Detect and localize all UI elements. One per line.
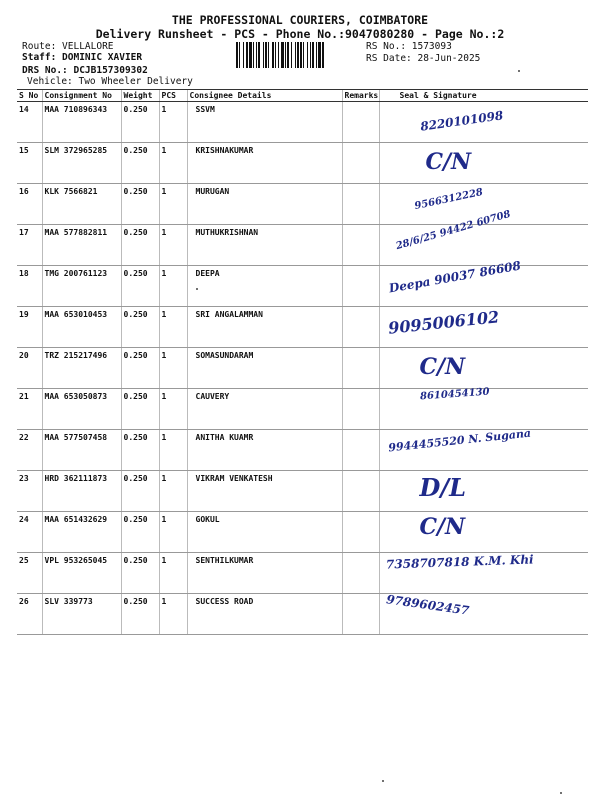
cell-pcs: 1 [159,594,187,635]
table-row [17,471,588,512]
table-row [17,225,588,266]
cell-pcs: 1 [159,471,187,512]
cell-weight: 0.250 [121,389,159,430]
table-row [17,348,588,389]
cell-sno: 26 [17,594,42,635]
cell-sno: 18 [17,266,42,307]
handwritten-signature: 9566312228 [413,186,484,213]
handwritten-signature: 9789602457 [384,592,470,618]
cell-pcs: 1 [159,184,187,225]
cell-remarks [342,266,379,307]
cell-signature [379,594,588,635]
cell-sno: 16 [17,184,42,225]
cell-signature [379,386,588,430]
cell-consignee: VIKRAM VENKATESH [187,471,342,512]
cell-signature [379,512,588,553]
handwritten-signature: 8220101098 [418,108,504,134]
cell-weight: 0.250 [121,430,159,471]
table-row [17,512,588,553]
col-header-consignment: Consignment No [42,90,121,102]
table-row [17,389,588,430]
cell-signature [379,258,588,307]
handwritten-signature: C/N [425,149,472,175]
cell-weight: 0.250 [121,266,159,307]
cell-consignee: ANITHA KUAMR [187,430,342,471]
cell-sno: 14 [17,102,42,143]
cell-consignee: SSVM [187,102,342,143]
cell-consignee: MURUGAN [187,184,342,225]
handwritten-signature: C/N [419,354,466,380]
cell-signature [379,143,588,184]
cell-weight: 0.250 [121,594,159,635]
scan-mark [382,780,384,782]
route-label: Route: VELLALORE [22,41,114,52]
table-row [17,430,588,471]
cell-consignee: KRISHNAKUMAR [187,143,342,184]
cell-weight: 0.250 [121,225,159,266]
cell-consignment: MAA 653050873 [42,389,121,430]
cell-weight: 0.250 [121,307,159,348]
cell-consignment: MAA 653010453 [42,307,121,348]
handwritten-signature: C/N [419,514,466,540]
cell-consignment: MAA 710896343 [42,102,121,143]
cell-signature [379,471,588,512]
cell-sno: 25 [17,553,42,594]
cell-sno: 24 [17,512,42,553]
cell-weight: 0.250 [121,143,159,184]
table-row [17,594,588,635]
cell-consignee: CAUVERY [187,389,342,430]
col-header-consignee: Consignee Details [187,90,342,102]
col-header-weight: Weight [121,90,159,102]
cell-consignee: SOMASUNDARAM [187,348,342,389]
cell-weight: 0.250 [121,471,159,512]
scan-mark [518,70,520,72]
cell-pcs: 1 [159,389,187,430]
cell-remarks [342,389,379,430]
runsheet-table [17,89,588,635]
table-row [17,143,588,184]
cell-remarks [342,307,379,348]
cell-signature [379,307,588,348]
cell-consignee: SENTHILKUMAR [187,553,342,594]
rs-number: RS No.: 1573093 [366,41,452,52]
cell-remarks [342,512,379,553]
cell-consignment: VPL 953265045 [42,553,121,594]
runsheet-title: Delivery Runsheet - PCS - Phone No.:9047080280 - Page No.:2 [95,27,505,41]
cell-pcs: 1 [159,225,187,266]
cell-weight: 0.250 [121,348,159,389]
cell-signature [379,348,588,389]
table-header-row [17,90,588,102]
staff-label: Staff: DOMINIC XAVIER [22,52,143,63]
cell-sno: 20 [17,348,42,389]
cell-remarks [342,594,379,635]
cell-signature [379,426,588,471]
cell-consignment: MAA 577507458 [42,430,121,471]
cell-consignee: GOKUL [187,512,342,553]
table-row [17,553,588,594]
cell-consignment: KLK 7566821 [42,184,121,225]
handwritten-signature: 9944455520 N. Sugana [387,426,532,455]
table-row [17,307,588,348]
barcode-image [236,42,360,68]
cell-sno: 15 [17,143,42,184]
table-row [17,266,588,307]
cell-consignee: SUCCESS ROAD [187,594,342,635]
scan-mark [196,288,198,290]
cell-remarks [342,430,379,471]
cell-signature [379,553,588,594]
cell-remarks [342,143,379,184]
drs-number: DRS No.: DCJB157309302 [22,65,148,76]
cell-consignment: HRD 362111873 [42,471,121,512]
cell-consignment: TRZ 215217496 [42,348,121,389]
cell-pcs: 1 [159,102,187,143]
cell-remarks [342,471,379,512]
cell-consignment: SLM 372965285 [42,143,121,184]
cell-remarks [342,225,379,266]
handwritten-signature: 8610454130 [419,386,490,403]
col-header-pcs: PCS [159,90,187,102]
cell-remarks [342,553,379,594]
cell-pcs: 1 [159,266,187,307]
cell-pcs: 1 [159,143,187,184]
col-header-sno: S No [17,90,42,102]
cell-sno: 21 [17,389,42,430]
cell-pcs: 1 [159,430,187,471]
cell-consignment: TMG 200761123 [42,266,121,307]
cell-signature [379,102,588,143]
handwritten-signature: 28/6/25 94422 60708 [394,208,512,253]
cell-sno: 22 [17,430,42,471]
cell-sno: 17 [17,225,42,266]
vehicle-label: Vehicle: Two Wheeler Delivery [27,76,193,87]
cell-sno: 19 [17,307,42,348]
cell-sno: 23 [17,471,42,512]
cell-weight: 0.250 [121,102,159,143]
handwritten-signature: 9095006102 [386,307,500,338]
handwritten-signature: Deepa 90037 86608 [387,258,522,296]
cell-remarks [342,348,379,389]
handwritten-signature: D/L [419,473,466,502]
cell-weight: 0.250 [121,553,159,594]
handwritten-signature: 7358707818 K.M. Khi [385,552,534,572]
cell-pcs: 1 [159,553,187,594]
company-title: THE PROFESSIONAL COURIERS, COIMBATORE [171,13,429,27]
table-row [17,102,588,143]
cell-consignment: SLV 339773 [42,594,121,635]
cell-consignee: SRI ANGALAMMAN [187,307,342,348]
col-header-signature: Seal & Signature [379,90,588,102]
cell-remarks [342,184,379,225]
cell-consignment: MAA 577882811 [42,225,121,266]
cell-signature [379,208,588,266]
cell-weight: 0.250 [121,512,159,553]
cell-pcs: 1 [159,348,187,389]
cell-weight: 0.250 [121,184,159,225]
cell-remarks [342,102,379,143]
rs-date: RS Date: 28-Jun-2025 [366,53,481,64]
scan-mark [560,792,562,794]
col-header-remarks: Remarks [342,90,379,102]
cell-pcs: 1 [159,307,187,348]
cell-consignee: DEEPA [187,266,342,307]
cell-pcs: 1 [159,512,187,553]
cell-consignment: MAA 651432629 [42,512,121,553]
cell-consignee: MUTHUKRISHNAN [187,225,342,266]
